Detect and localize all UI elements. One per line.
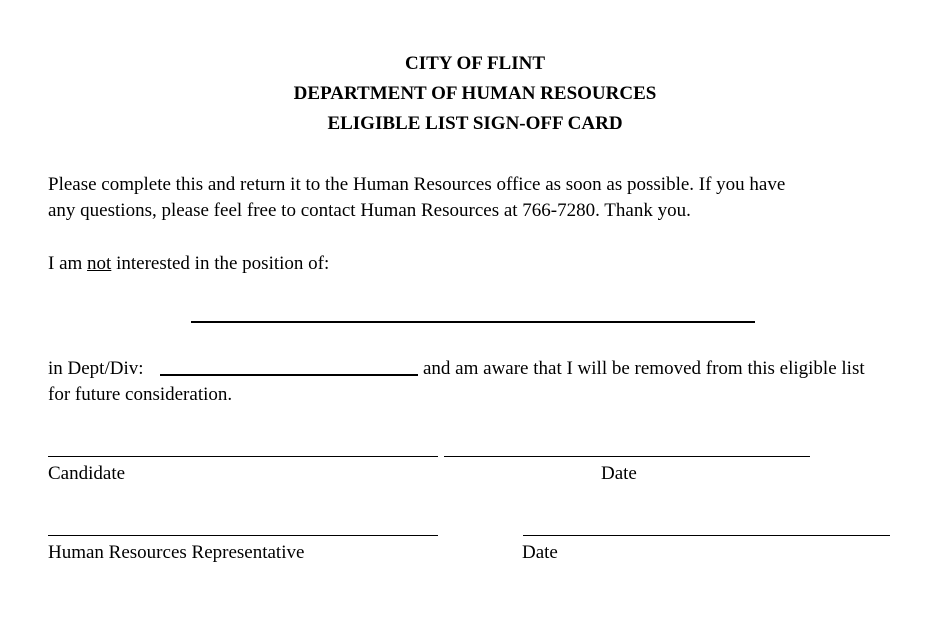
- hr-signature-field[interactable]: [48, 535, 438, 536]
- dept-line-2: for future consideration.: [48, 384, 233, 405]
- header-department: DEPARTMENT OF HUMAN RESOURCES: [293, 83, 657, 104]
- candidate-date-field[interactable]: [444, 456, 810, 457]
- intro-line-1: Please complete this and return it to the Human Resources office as soon as possible. If you have: [48, 174, 786, 195]
- statement-prefix: I am: [48, 253, 88, 274]
- hr-date-field[interactable]: [523, 535, 890, 536]
- dept-continuation: and am aware that I will be removed from this eligible list: [423, 358, 865, 379]
- candidate-signature-field[interactable]: [48, 456, 438, 457]
- intro-line-2: any questions, please feel free to contact Human Resources at 766-7280. Thank you.: [48, 200, 691, 221]
- statement-emphasis: not: [87, 253, 112, 274]
- header-card-title: ELIGIBLE LIST SIGN-OFF CARD: [327, 113, 623, 134]
- header-city: CITY OF FLINT: [404, 53, 546, 74]
- position-field[interactable]: [191, 321, 755, 323]
- hr-label: Human Resources Representative: [48, 542, 305, 563]
- dept-label: in Dept/Div:: [48, 358, 144, 379]
- hr-date-label: Date: [522, 542, 558, 563]
- candidate-label: Candidate: [48, 463, 126, 484]
- statement: [48, 253, 329, 275]
- dept-div-field[interactable]: [160, 374, 418, 376]
- candidate-date-label: Date: [601, 463, 637, 484]
- statement-suffix: interested in the position of:: [111, 253, 330, 274]
